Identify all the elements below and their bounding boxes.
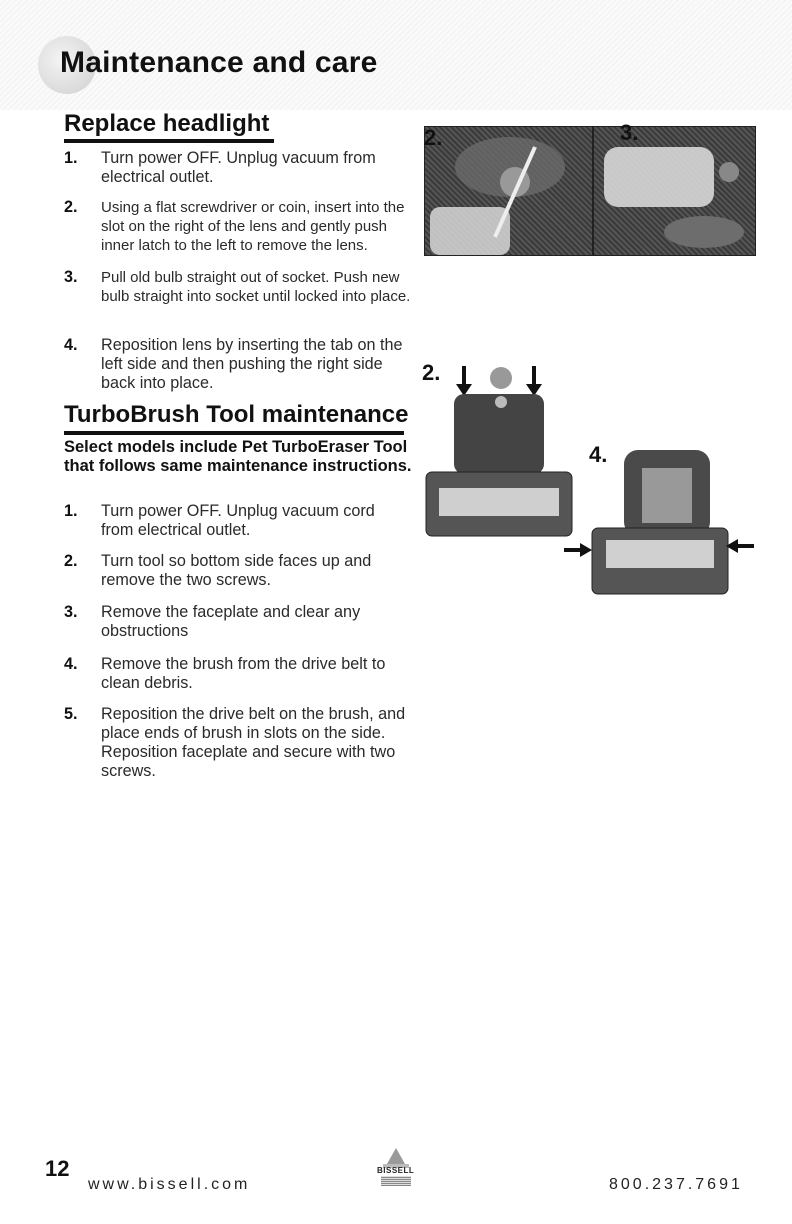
step-text: Using a flat screwdriver or coin, insert into the slot on the right of the lens and gently push inner latch to the left to remove the lens. [101, 199, 405, 254]
figure-label: 2. [422, 360, 441, 385]
turbobrush-step-2 [64, 552, 404, 592]
step-text: Turn power OFF. Unplug vacuum from electrical outlet. [101, 149, 376, 186]
turbobrush-step-4 [64, 655, 414, 695]
turbobrush-section-title: TurboBrush Tool maintenance [64, 401, 409, 428]
step-number: 4. [64, 655, 78, 673]
step-number: 1. [64, 149, 78, 167]
footer-phone[interactable]: 800.237.7691 [609, 1176, 743, 1193]
footer-website[interactable]: www.bissell.com [88, 1176, 251, 1193]
turbobrush-title-rule [64, 431, 404, 435]
headlight-title-rule [64, 139, 274, 143]
step-number: 2. [64, 552, 78, 570]
bulb-replacement-illustration [594, 127, 755, 255]
step-text: Remove the faceplate and clear any obstructions [101, 603, 361, 640]
headlight-step-2 [64, 198, 424, 256]
step-number: 2. [64, 198, 78, 216]
figure-label: 4. [589, 442, 608, 467]
step-number: 3. [64, 603, 78, 621]
step-number: 1. [64, 502, 78, 520]
figure-label: 3. [620, 120, 639, 145]
headlight-step-1 [64, 149, 424, 189]
headlight-removal-illustration [425, 127, 592, 255]
page-title: Maintenance and care [60, 46, 378, 79]
turbobrush-step-5 [64, 705, 414, 783]
logo-base [381, 1176, 411, 1186]
turbobrush-brush-illustration [562, 448, 756, 596]
headlight-step-3 [64, 268, 426, 326]
step-text: Pull old bulb straight out of socket. Push new bulb straight into socket until locked into place. [101, 269, 411, 305]
step-number: 4. [64, 336, 78, 354]
right-arrow-icon [580, 543, 592, 557]
headlight-step-4 [64, 336, 416, 394]
page-number: 12 [45, 1156, 70, 1181]
step-text: Reposition the drive belt on the brush, and place ends of brush in slots on the side. Reposition faceplate and secure with two screws. [101, 705, 406, 780]
step-text: Remove the brush from the drive belt to clean debris. [101, 655, 386, 692]
figure-label: 2. [424, 125, 443, 150]
step-text: Turn tool so bottom side faces up and remove the two screws. [101, 552, 372, 589]
headlight-section-title: Replace headlight [64, 110, 270, 137]
step-text: Turn power OFF. Unplug vacuum cord from electrical outlet. [101, 502, 375, 539]
bulb-replacement-photo [593, 126, 756, 256]
turbobrush-step-1 [64, 502, 404, 542]
turbobrush-step-3 [64, 603, 404, 643]
headlight-removal-photo [424, 126, 593, 256]
logo-text: BISSELL [377, 1166, 415, 1175]
turbobrush-note: Select models include Pet TurboEraser Tool that follows same maintenance instructions. [64, 438, 412, 475]
step-text: Reposition lens by inserting the tab on the left side and then pushing the right side back into place. [101, 336, 403, 392]
brand-logo [367, 1144, 425, 1188]
turbobrush-screws-illustration [424, 360, 574, 540]
step-number: 3. [64, 268, 78, 286]
step-number: 5. [64, 705, 78, 723]
